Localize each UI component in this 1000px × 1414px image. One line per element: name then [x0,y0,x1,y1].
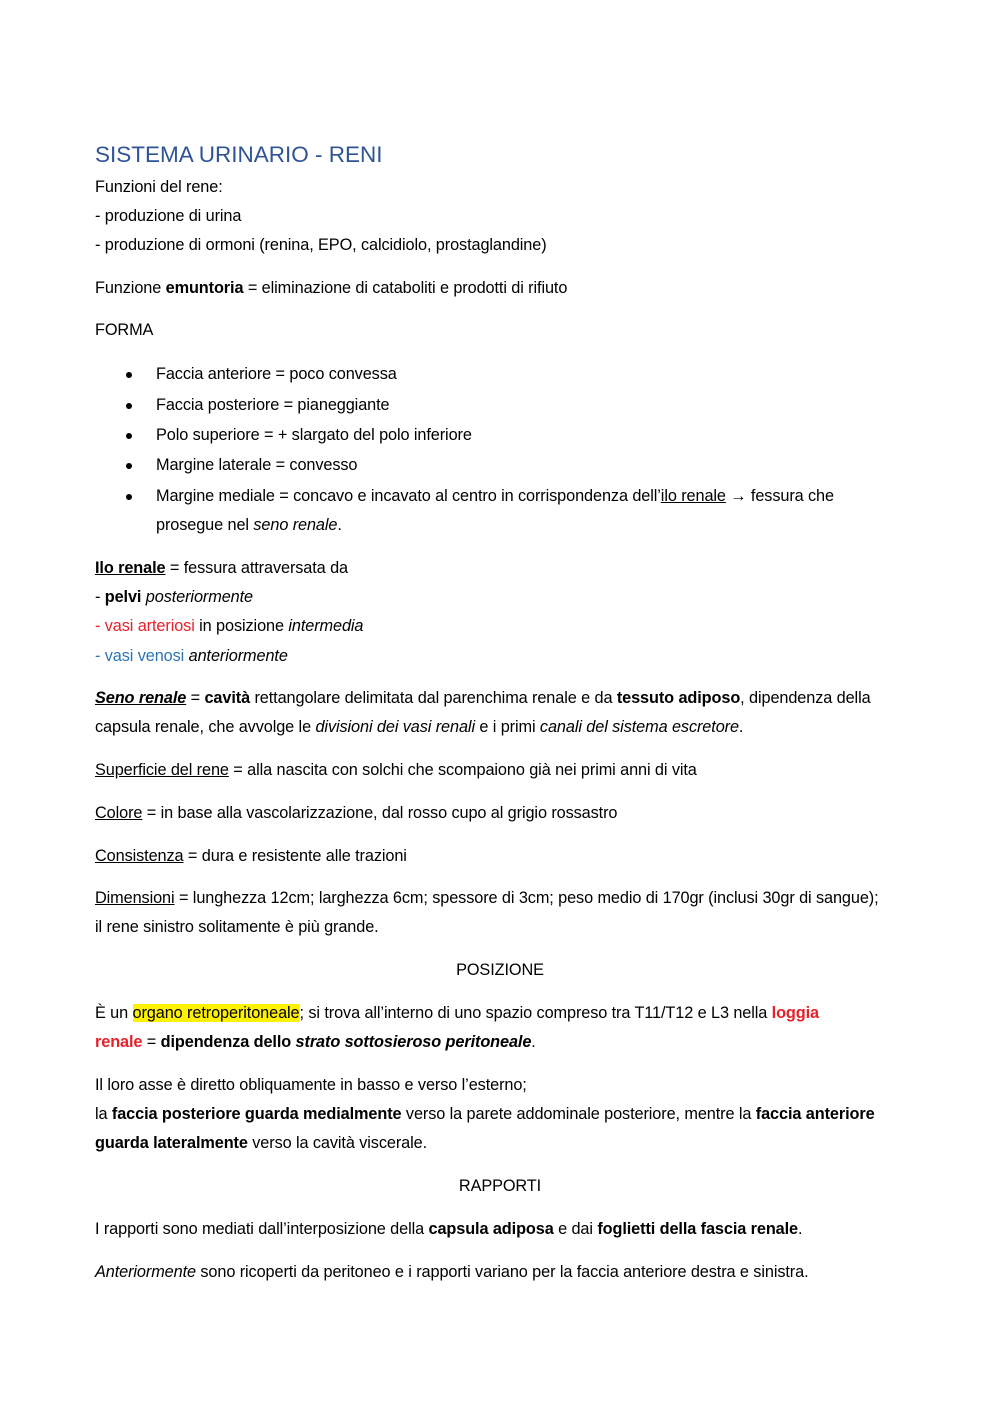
facce-paragraph-line1: la faccia posteriore guarda medialmente verso la parete addominale posteriore, mentre la faccia anteriore [95,1105,875,1123]
ilo-definition: Ilo renale = fessura attraversata da [95,559,348,577]
seno-paragraph-line2: capsula renale, che avvolge le divisioni dei vasi renali e i primi canali del sistema escretore. [95,718,744,736]
superficie-paragraph: Superficie del rene = alla nascita con solchi che scompaiono già nei primi anni di vita [95,761,697,779]
document-title: SISTEMA URINARIO - RENI [95,142,383,167]
forma-heading: FORMA [95,321,154,339]
bullet-dot [126,494,132,500]
funzioni-heading: Funzioni del rene: [95,178,223,196]
bullet-dot [126,372,132,378]
posizione-heading: POSIZIONE [456,961,544,979]
forma-bullet-5: Margine mediale = concavo e incavato al centro in corrispondenza dell’ilo renale → fessura che [156,487,834,505]
posizione-paragraph-line2: renale = dipendenza dello strato sottosieroso peritoneale. [95,1033,536,1051]
ilo-item-venosi: - vasi venosi anteriormente [95,647,288,665]
consistenza-paragraph: Consistenza = dura e resistente alle trazioni [95,847,407,865]
emuntoria-paragraph: Funzione emuntoria = eliminazione di cataboliti e prodotti di rifiuto [95,279,568,297]
dimensioni-paragraph-line1: Dimensioni = lunghezza 12cm; larghezza 6cm; spessore di 3cm; peso medio di 170gr (inclusi 30gr di sangue); [95,889,879,907]
rapporti-paragraph-2: Anteriormente sono ricoperti da peritoneo e i rapporti variano per la faccia anteriore destra e sinistra. [95,1263,809,1281]
ilo-item-pelvi: - pelvi posteriormente [95,588,253,606]
highlighted-term: organo retroperitoneale [132,1004,300,1022]
forma-bullet-1: Faccia anteriore = poco convessa [156,365,397,383]
arrow-icon: → [725,487,751,505]
asse-paragraph: Il loro asse è diretto obliquamente in basso e verso l’esterno; [95,1076,527,1094]
bullet-dot [126,433,132,439]
forma-bullet-4: Margine laterale = convesso [156,456,358,474]
seno-paragraph-line1: Seno renale = cavità rettangolare delimitata dal parenchima renale e da tessuto adiposo, dipendenza della [95,689,871,707]
rapporti-paragraph-1: I rapporti sono mediati dall’interposizione della capsula adiposa e dai foglietti della fascia renale. [95,1220,803,1238]
ilo-renale-ref: ilo renale [660,487,726,505]
posizione-paragraph-line1: È un organo retroperitoneale; si trova all’interno di uno spazio compreso tra T11/T12 e L3 nella loggia [95,1004,819,1022]
funzioni-item-1: - produzione di urina [95,207,242,225]
ilo-item-arteriosi: - vasi arteriosi in posizione intermedia [95,617,364,635]
rapporti-heading: RAPPORTI [458,1177,542,1195]
bullet-dot [126,463,132,469]
forma-bullet-5-line2: prosegue nel seno renale. [156,516,342,534]
colore-paragraph: Colore = in base alla vascolarizzazione, dal rosso cupo al grigio rossastro [95,804,618,822]
forma-bullet-2: Faccia posteriore = pianeggiante [156,396,390,414]
bullet-dot [126,403,132,409]
funzioni-item-2: - produzione di ormoni (renina, EPO, calcidiolo, prostaglandine) [95,236,547,254]
forma-bullet-3: Polo superiore = + slargato del polo inferiore [156,426,472,444]
dimensioni-paragraph-line2: il rene sinistro solitamente è più grande. [95,918,379,936]
facce-paragraph-line2: guarda lateralmente verso la cavità viscerale. [95,1134,428,1152]
